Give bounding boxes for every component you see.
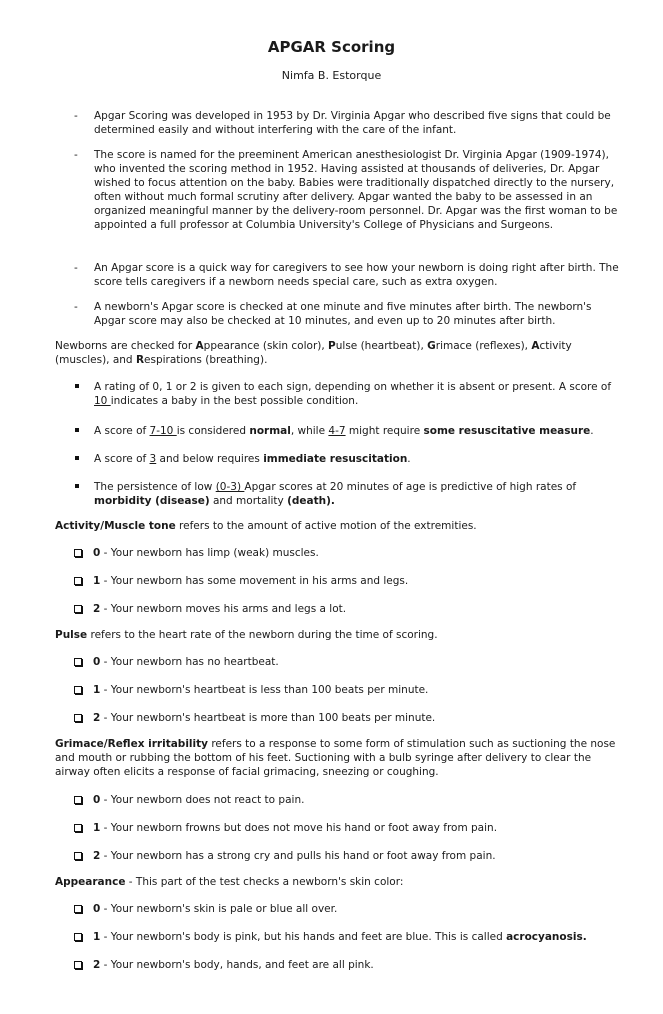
scoring-rule: A score of 3 and below requires immediate resuscitation.	[94, 453, 411, 465]
grimace-item: 2 - Your newborn has a strong cry and pulls his hand or foot away from pain.	[93, 850, 496, 862]
square-bullet	[75, 428, 79, 432]
grimace-heading: Grimace/Reflex irritability refers to a response to some form of stimulation such as suctioning the nose and mouth or rubbing the bottom of his feet. Suctioning with a bulb syringe after delivery to clear the airway often elicits a response of facial grimacing, sneezing or coughing.	[55, 738, 616, 778]
pulse-heading: Pulse refers to the heart rate of the newborn during the time of scoring.	[55, 629, 438, 641]
intro-point: An Apgar score is a quick way for caregivers to see how your newborn is doing right after birth. The score tells caregivers if a newborn needs special care, such as extra oxygen.	[94, 262, 619, 288]
document-title: APGAR Scoring	[267, 38, 396, 56]
square-bullet	[75, 384, 79, 388]
dash-marker: -	[74, 301, 78, 313]
grimace-item: 0 - Your newborn does not react to pain.	[93, 794, 305, 806]
checkbox-icon	[74, 852, 82, 860]
checkbox-icon	[74, 905, 82, 913]
appearance-item: 1 - Your newborn's body is pink, but his hands and feet are blue. This is called acrocyanosis.	[93, 931, 587, 943]
checkbox-icon	[74, 933, 82, 941]
intro-point: Apgar Scoring was developed in 1953 by Dr. Virginia Apgar who described five signs that could be determined easily and without interfering with the care of the infant.	[94, 110, 611, 136]
activity-heading: Activity/Muscle tone refers to the amount of active motion of the extremities.	[55, 520, 477, 532]
scoring-rule: The persistence of low (0-3) Apgar scores at 20 minutes of age is predictive of high rates of morbidity (disease) and mortality (death).	[94, 481, 577, 507]
scoring-rule: A score of 7-10 is considered normal, while 4-7 might require some resuscitative measure.	[94, 425, 594, 437]
appearance-heading: Appearance - This part of the test checks a newborn's skin color:	[55, 876, 404, 888]
dash-marker: -	[74, 262, 78, 274]
activity-item: 0 - Your newborn has limp (weak) muscles.	[93, 547, 319, 559]
checkbox-icon	[74, 577, 82, 585]
appearance-item: 0 - Your newborn's skin is pale or blue all over.	[93, 903, 338, 915]
pulse-item: 1 - Your newborn's heartbeat is less than 100 beats per minute.	[93, 684, 429, 696]
grimace-item: 1 - Your newborn frowns but does not move his hand or foot away from pain.	[93, 822, 498, 834]
dash-marker: -	[74, 110, 78, 122]
square-bullet	[75, 484, 79, 488]
intro-point: The score is named for the preeminent American anesthesiologist Dr. Virginia Apgar (1909-1974), who invented the scoring method in 1952. Having assisted at thousands of deliveries, Dr. Apgar wished to focus attention on the baby. Babies were traditionally dispatched directly to the nursery, often without much formal scrutiny after delivery. Apgar wanted the baby to be assessed in an organized meaningful manner by the delivery-room personnel. Dr. Apgar was the first woman to be appointed a full professor at Columbia University's College of Physicians and Surgeons.	[94, 149, 618, 231]
checked-for-paragraph: Newborns are checked for Appearance (skin color), Pulse (heartbeat), Grimace (reflexes), Activity (muscles), and Respirations (breathing).	[55, 340, 572, 366]
intro-point: A newborn's Apgar score is checked at one minute and five minutes after birth. The newborn's Apgar score may also be checked at 10 minutes, and even up to 20 minutes after birth.	[94, 301, 592, 327]
checkbox-icon	[74, 714, 82, 722]
dash-marker: -	[74, 149, 78, 161]
activity-item: 1 - Your newborn has some movement in his arms and legs.	[93, 575, 409, 587]
checkbox-icon	[74, 961, 82, 969]
scoring-rule: A rating of 0, 1 or 2 is given to each sign, depending on whether it is absent or present. A score of 10 indicates a baby in the best possible condition.	[94, 381, 612, 407]
checkbox-icon	[74, 658, 82, 666]
checkbox-icon	[74, 549, 82, 557]
checkbox-icon	[74, 796, 82, 804]
checkbox-icon	[74, 686, 82, 694]
appearance-item: 2 - Your newborn's body, hands, and feet are all pink.	[93, 959, 374, 971]
pulse-item: 2 - Your newborn's heartbeat is more than 100 beats per minute.	[93, 712, 436, 724]
activity-item: 2 - Your newborn moves his arms and legs a lot.	[93, 603, 347, 615]
pulse-item: 0 - Your newborn has no heartbeat.	[93, 656, 279, 668]
checkbox-icon	[74, 605, 82, 613]
square-bullet	[75, 456, 79, 460]
document-author: Nimfa B. Estorque	[281, 69, 382, 82]
checkbox-icon	[74, 824, 82, 832]
